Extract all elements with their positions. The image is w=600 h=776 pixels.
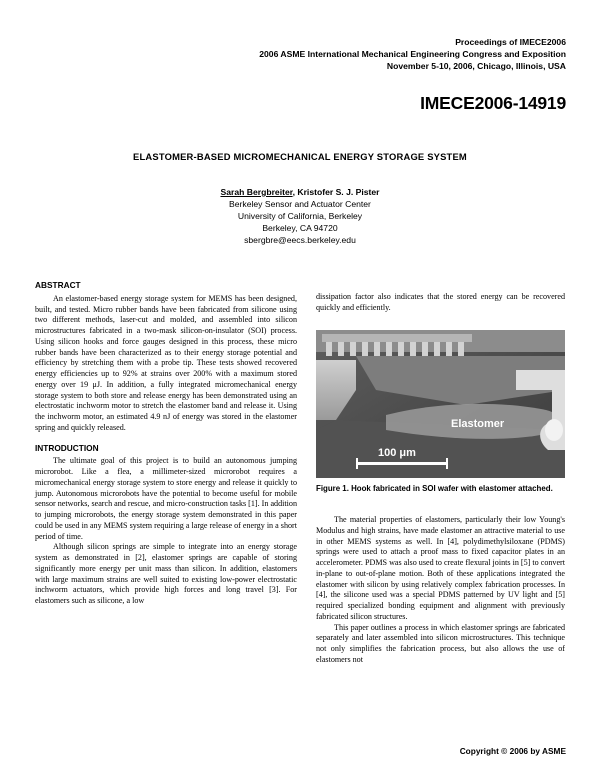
right-column-bottom [316, 515, 565, 666]
right-column-top [316, 292, 565, 314]
paper-title: ELASTOMER-BASED MICROMECHANICAL ENERGY STORAGE SYSTEM [133, 151, 467, 162]
sem-micrograph [316, 330, 565, 478]
author-2: Kristofer S. J. Pister [297, 187, 380, 197]
author-separator: , [292, 187, 298, 197]
introduction-heading: INTRODUCTION [35, 442, 99, 453]
scale-bar-label: 100 μm [378, 447, 416, 459]
figure-1 [316, 330, 565, 478]
copyright-footer: Copyright © 2006 by ASME [459, 746, 566, 756]
figure-caption: Figure 1. Hook fabricated in SOI wafer with elastomer attached. [316, 484, 553, 493]
left-column [35, 280, 297, 607]
introduction-paragraph-2: Although silicon springs are simple to integrate into an energy storage system as demonstrated in [2], elastomer springs are capable of storing significantly more energy per unit mass than silicon. In addition, elastomers with large maximum strains are well suited to existing low-power electrostatic inchworm actuators, which provide high forces and long travel [3]. For elastomers such as silicone, a low [35, 542, 297, 605]
abstract-heading: ABSTRACT [35, 280, 81, 290]
proceedings-header [259, 36, 566, 72]
body-paragraph-3: The material properties of elastomers, particularly their low Young's Modulus and high strains, have made elastomer an attractive material to use in other MEMS systems as well. In [4], polydimethylsiloxane (PDMS) springs were used to attach a proof mass to fixed capacitor plates in an accelerometer. PDMS was also used to create flexural joints in [5] to convert in-plane to out-of-plane motion. Both of these applications integrated the elastomer with silicon by using relatively complex fabrication processes. In [4], the silicone used was a special PDMS patterned by UV light and [5] required specialized bonding equipment and alignment with previously fabricated silicon structures. [316, 515, 565, 621]
body-paragraph-4: This paper outlines a process in which elastomer springs are fabricated separately and later assembled into silicon microstructures. This technique not only simplifies the fabrication process, but also allows the use of elastomers not [316, 622, 565, 664]
affiliation-1: Berkeley Sensor and Actuator Center [229, 199, 371, 209]
elastomer-label: Elastomer [451, 418, 505, 430]
affiliation-city: Berkeley, CA 94720 [262, 223, 338, 233]
author-block [0, 186, 600, 246]
author-1: Sarah Bergbreiter [220, 187, 293, 197]
proceedings-line: Proceedings of IMECE2006 [455, 37, 566, 47]
author-names [0, 186, 600, 198]
paper-id: IMECE2006-14919 [420, 93, 566, 113]
abstract-text: An elastomer-based energy storage system for MEMS has been designed, built, and tested. Micro rubber bands have been fabricated from silicone using two different methods, laser-cut and molded, and assembled into silicon microstructures fabricated in a two-mask silicon-on-insulator (SOI) process. Using silicon hooks and force gauges designed in this process, these micro rubber bands have been characterized as to their energy storage potential and efficiency by stretching them with a probe tip. These tests showed recovered energy efficiencies up to 92% at strains over 200% with a maximum stored energy over 19 μJ. In addition, a fully integrated micromechanical energy storage system to both store and release energy has been demonstrated using an electrostatic inchworm motor to stretch the elastomer band and release it. Using the inchworm motor, an estimated 4.9 nJ of energy was stored in the elastomer spring and quickly released. [35, 293, 297, 432]
author-email[interactable]: sbergbre@eecs.berkeley.edu [244, 235, 356, 245]
affiliation-2: University of California, Berkeley [237, 211, 363, 221]
introduction-paragraph-1: The ultimate goal of this project is to build an autonomous jumping microrobot. Like a flea, a millimeter-sized microrobot requires a micromechanical energy storage system to store energy and release it quickly to jump. Autonomous microrobots have the potential to become useful for mobile sensor networks, search and rescue, and micro-construction tasks [1]. In addition to jumping microrobots, the energy storage system demonstrated in this paper could be used in any MEMS system requiring a large release of energy in a short period of time. [35, 456, 297, 541]
dates-line: November 5-10, 2006, Chicago, Illinois, USA [386, 61, 566, 71]
congress-line: 2006 ASME International Mechanical Engineering Congress and Exposition [259, 49, 566, 59]
continuation-paragraph: dissipation factor also indicates that the stored energy can be recovered quickly and efficiently. [316, 292, 565, 312]
